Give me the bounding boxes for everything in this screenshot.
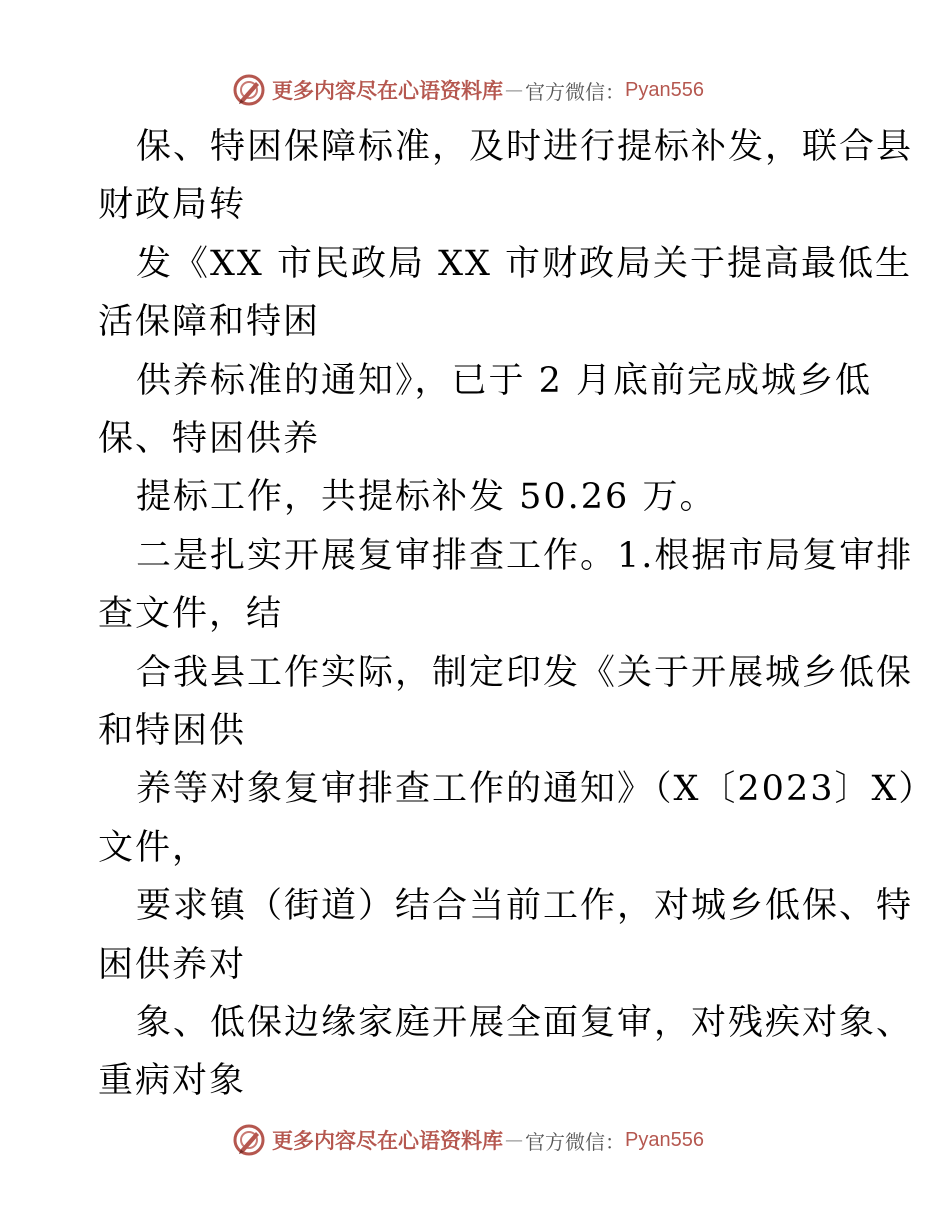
watermark-wechat-id: Pyan556: [625, 1128, 704, 1151]
watermark-separator: —: [505, 1129, 523, 1151]
text-line-11: 和特困供: [98, 711, 247, 751]
text-line-2: 财政局转: [98, 185, 247, 225]
watermark-separator: —: [505, 79, 523, 101]
text-line-4: 活保障和特困: [98, 302, 321, 342]
text-line-12: 养等对象复审排查工作的通知》（X〔2023〕X）: [136, 769, 936, 809]
text-line-8: 二是扎实开展复审排查工作。1.根据市局复审排: [136, 536, 914, 576]
text-line-5: 供养标准的通知》，已于 2 月底前完成城乡低: [136, 361, 873, 401]
text-line-14: 要求镇（街道）结合当前工作，对城乡低保、特: [136, 886, 914, 926]
watermark-wechat-id: Pyan556: [625, 78, 704, 101]
pen-logo-icon: [232, 73, 266, 107]
text-line-16: 象、低保边缘家庭开展全面复审，对残疾对象、: [136, 1003, 914, 1043]
pen-logo-icon: [232, 1123, 266, 1157]
text-line-1: 保、特困保障标准，及时进行提标补发，联合县: [136, 127, 914, 167]
text-line-13: 文件，: [98, 828, 210, 868]
text-line-7: 提标工作，共提标补发 50.26 万。: [136, 477, 717, 517]
text-line-9: 查文件，结: [98, 594, 284, 634]
text-line-15: 困供养对: [98, 945, 247, 985]
watermark-wechat-label: 官方微信：: [525, 79, 625, 104]
watermark-brand: 更多内容尽在心语资料库: [272, 1128, 503, 1153]
watermark-brand: 更多内容尽在心语资料库: [272, 78, 503, 103]
footer-watermark: [232, 1120, 704, 1160]
text-line-10: 合我县工作实际，制定印发《关于开展城乡低保: [136, 653, 914, 693]
text-line-3: 发《XX 市民政局 XX 市财政局关于提高最低生: [136, 244, 913, 284]
header-watermark: [232, 70, 704, 110]
text-line-6: 保、特困供养: [98, 419, 321, 459]
text-line-17: 重病对象: [98, 1061, 247, 1101]
watermark-wechat-label: 官方微信：: [525, 1129, 625, 1154]
